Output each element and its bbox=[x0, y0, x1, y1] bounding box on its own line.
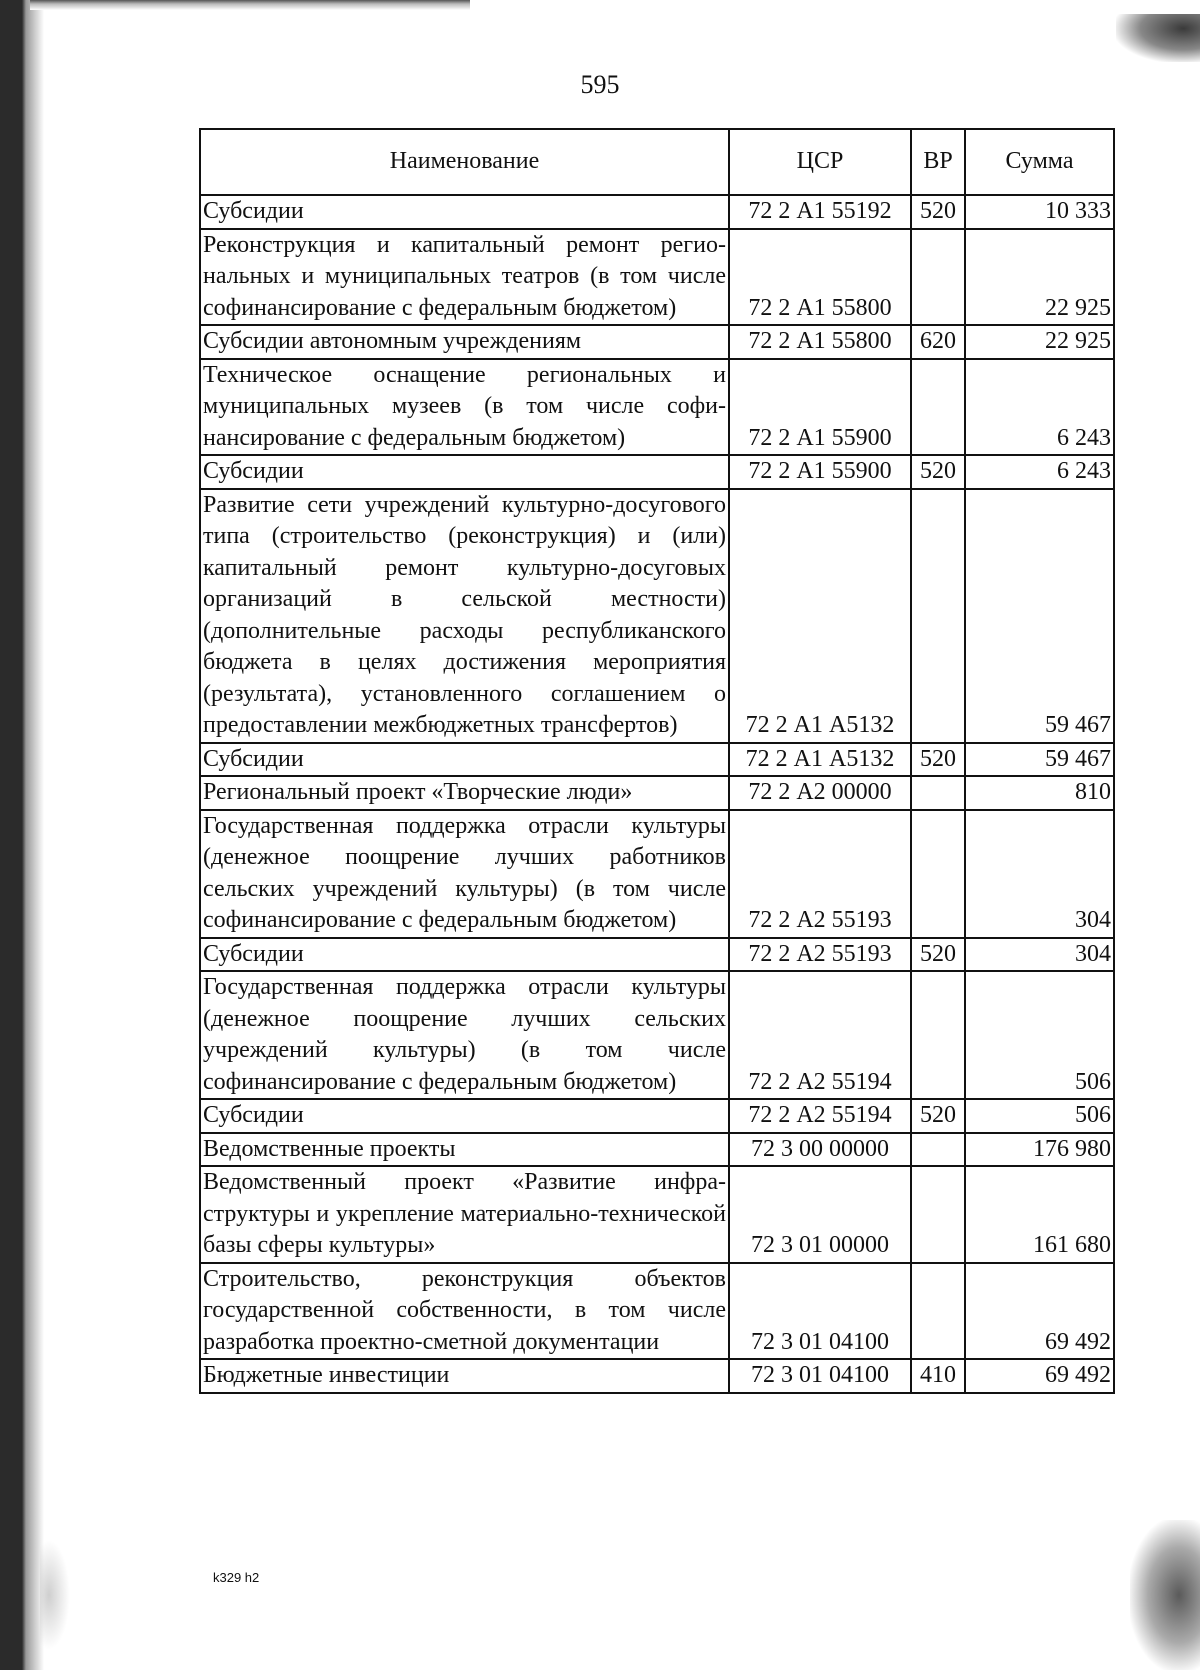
table-row bbox=[200, 971, 1114, 1099]
scan-smudge-top-right bbox=[1116, 14, 1200, 62]
cell-csr: 72 2 А2 55193 bbox=[729, 810, 911, 938]
cell-csr: 72 3 01 04100 bbox=[729, 1359, 911, 1393]
scan-smudge-bottom-right bbox=[1130, 1520, 1200, 1670]
cell-sum: 810 bbox=[965, 776, 1114, 810]
cell-vr bbox=[911, 776, 965, 810]
cell-sum: 69 492 bbox=[965, 1263, 1114, 1360]
scan-edge-left bbox=[0, 0, 46, 1670]
cell-name: Техническое оснащение региональных и муниципальных музеев (в том числе софинансирование с федеральным бюджетом) bbox=[200, 359, 729, 456]
cell-csr: 72 2 А2 00000 bbox=[729, 776, 911, 810]
cell-name: Субсидии bbox=[200, 743, 729, 777]
cell-name: Ведомственный проект «Развитие инфраструктуры и укрепление материально-технической базы сферы культуры» bbox=[200, 1166, 729, 1263]
cell-name: Региональный проект «Творческие люди» bbox=[200, 776, 729, 810]
budget-table bbox=[199, 128, 1115, 1394]
cell-sum: 506 bbox=[965, 1099, 1114, 1133]
cell-csr: 72 2 А2 55193 bbox=[729, 938, 911, 972]
table-row bbox=[200, 229, 1114, 326]
footer-code: k329 h2 bbox=[213, 1570, 260, 1585]
cell-name: Субсидии bbox=[200, 938, 729, 972]
cell-name: Строительство, реконструкция объектов государственной собственности, в том числе разработка проектно-сметной документации bbox=[200, 1263, 729, 1360]
cell-sum: 10 333 bbox=[965, 195, 1114, 229]
table-row bbox=[200, 359, 1114, 456]
table-row bbox=[200, 1166, 1114, 1263]
cell-name: Субсидии bbox=[200, 455, 729, 489]
cell-name: Реконструкция и капитальный ремонт региональных и муниципальных театров (в том числе софинансирование с федеральным бюджетом) bbox=[200, 229, 729, 326]
cell-csr: 72 2 А2 55194 bbox=[729, 1099, 911, 1133]
cell-vr: 520 bbox=[911, 195, 965, 229]
cell-vr bbox=[911, 810, 965, 938]
cell-sum: 176 980 bbox=[965, 1133, 1114, 1167]
scan-edge-top bbox=[30, 0, 470, 10]
cell-csr: 72 3 01 04100 bbox=[729, 1263, 911, 1360]
cell-name: Бюджетные инвестиции bbox=[200, 1359, 729, 1393]
cell-csr: 72 2 А1 55800 bbox=[729, 229, 911, 326]
scan-smudge-bottom-left bbox=[40, 1540, 70, 1650]
cell-vr bbox=[911, 1166, 965, 1263]
cell-name: Развитие сети учреждений культурно-досугового типа (строительство (реконструкция) и (или) капитальный ремонт культурно-досуговых организаций в сельской местности) (дополнительные расходы республиканского бюджета в целях достижения мероприятия (результата), установленного соглашением о предоставлении межбюджетных трансфертов) bbox=[200, 489, 729, 743]
table-row bbox=[200, 455, 1114, 489]
table-row bbox=[200, 1133, 1114, 1167]
table-row bbox=[200, 325, 1114, 359]
cell-csr: 72 3 01 00000 bbox=[729, 1166, 911, 1263]
cell-name: Ведомственные проекты bbox=[200, 1133, 729, 1167]
cell-sum: 304 bbox=[965, 810, 1114, 938]
header-csr: ЦСР bbox=[729, 129, 911, 195]
cell-sum: 161 680 bbox=[965, 1166, 1114, 1263]
cell-name: Субсидии bbox=[200, 1099, 729, 1133]
cell-vr: 520 bbox=[911, 938, 965, 972]
cell-csr: 72 2 А1 А5132 bbox=[729, 489, 911, 743]
table-row bbox=[200, 489, 1114, 743]
cell-csr: 72 2 А1 55900 bbox=[729, 455, 911, 489]
table-row bbox=[200, 1099, 1114, 1133]
cell-vr bbox=[911, 229, 965, 326]
cell-name: Субсидии bbox=[200, 195, 729, 229]
table-row bbox=[200, 1359, 1114, 1393]
header-sum: Сумма bbox=[965, 129, 1114, 195]
cell-vr bbox=[911, 489, 965, 743]
cell-sum: 59 467 bbox=[965, 489, 1114, 743]
cell-vr: 520 bbox=[911, 743, 965, 777]
cell-csr: 72 2 А1 А5132 bbox=[729, 743, 911, 777]
cell-sum: 6 243 bbox=[965, 359, 1114, 456]
cell-csr: 72 2 А2 55194 bbox=[729, 971, 911, 1099]
table-row bbox=[200, 195, 1114, 229]
cell-sum: 59 467 bbox=[965, 743, 1114, 777]
cell-sum: 304 bbox=[965, 938, 1114, 972]
cell-name: Государственная поддержка отрасли культуры (денежное поощрение лучших работников сельских учреждений культуры) (в том числе софинансирование с федеральным бюджетом) bbox=[200, 810, 729, 938]
cell-vr bbox=[911, 971, 965, 1099]
cell-csr: 72 3 00 00000 bbox=[729, 1133, 911, 1167]
table-row bbox=[200, 776, 1114, 810]
cell-sum: 22 925 bbox=[965, 325, 1114, 359]
cell-csr: 72 2 А1 55900 bbox=[729, 359, 911, 456]
table-row bbox=[200, 743, 1114, 777]
cell-name: Субсидии автономным учреждениям bbox=[200, 325, 729, 359]
cell-vr: 410 bbox=[911, 1359, 965, 1393]
table-row bbox=[200, 810, 1114, 938]
cell-vr: 520 bbox=[911, 455, 965, 489]
table-row bbox=[200, 938, 1114, 972]
cell-vr: 620 bbox=[911, 325, 965, 359]
cell-vr bbox=[911, 1133, 965, 1167]
table-header-row bbox=[200, 129, 1114, 195]
page-number: 595 bbox=[580, 70, 620, 99]
cell-sum: 22 925 bbox=[965, 229, 1114, 326]
cell-sum: 69 492 bbox=[965, 1359, 1114, 1393]
table-body bbox=[200, 195, 1114, 1393]
cell-vr bbox=[911, 359, 965, 456]
cell-vr: 520 bbox=[911, 1099, 965, 1133]
cell-name: Государственная поддержка отрасли культуры (денежное поощрение лучших сельских учреждений культуры) (в том числе софинансирование с федеральным бюджетом) bbox=[200, 971, 729, 1099]
header-name: Наименование bbox=[200, 129, 729, 195]
header-vr: ВР bbox=[911, 129, 965, 195]
cell-vr bbox=[911, 1263, 965, 1360]
cell-csr: 72 2 А1 55192 bbox=[729, 195, 911, 229]
cell-sum: 506 bbox=[965, 971, 1114, 1099]
cell-sum: 6 243 bbox=[965, 455, 1114, 489]
table-row bbox=[200, 1263, 1114, 1360]
cell-csr: 72 2 А1 55800 bbox=[729, 325, 911, 359]
